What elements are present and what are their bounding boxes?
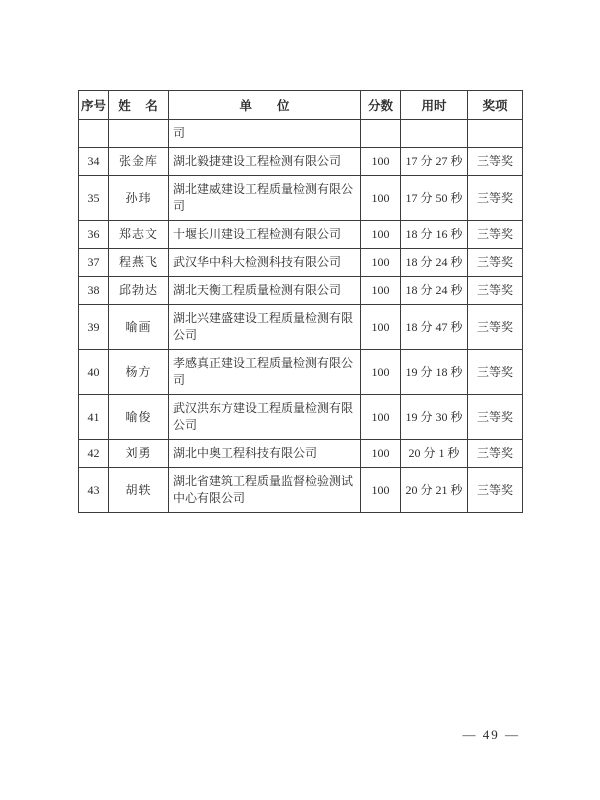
award-cell: 三等奖 — [468, 176, 523, 221]
serial-cell: 37 — [79, 249, 109, 277]
header-unit: 单 位 — [169, 91, 361, 120]
time-cell: 18 分 24 秒 — [401, 277, 468, 305]
serial-cell: 34 — [79, 148, 109, 176]
time-cell: 18 分 47 秒 — [401, 305, 468, 350]
table-body — [79, 120, 523, 513]
serial-cell — [79, 120, 109, 148]
table-row — [79, 440, 523, 468]
table-header — [79, 91, 523, 120]
name-cell: 喻俊 — [109, 395, 169, 440]
time-cell: 19 分 18 秒 — [401, 350, 468, 395]
serial-cell: 39 — [79, 305, 109, 350]
table-row — [79, 176, 523, 221]
unit-cell: 十堰长川建设工程检测有限公司 — [169, 221, 361, 249]
unit-cell: 湖北建威建设工程质量检测有限公司 — [169, 176, 361, 221]
score-cell: 100 — [361, 468, 401, 513]
page-number: — 49 — — [462, 727, 520, 742]
header-serial: 序号 — [79, 91, 109, 120]
header-name: 姓 名 — [109, 91, 169, 120]
serial-cell: 35 — [79, 176, 109, 221]
unit-cell: 湖北兴建盛建设工程质量检测有限公司 — [169, 305, 361, 350]
name-cell: 胡轶 — [109, 468, 169, 513]
table-row — [79, 350, 523, 395]
score-cell: 100 — [361, 221, 401, 249]
time-cell: 17 分 27 秒 — [401, 148, 468, 176]
score-cell: 100 — [361, 305, 401, 350]
serial-cell: 42 — [79, 440, 109, 468]
header-award: 奖项 — [468, 91, 523, 120]
time-cell: 20 分 1 秒 — [401, 440, 468, 468]
score-cell: 100 — [361, 277, 401, 305]
name-cell: 邱勃达 — [109, 277, 169, 305]
unit-cell: 湖北毅捷建设工程检测有限公司 — [169, 148, 361, 176]
header-time: 用时 — [401, 91, 468, 120]
header-score: 分数 — [361, 91, 401, 120]
table-row — [79, 221, 523, 249]
award-cell: 三等奖 — [468, 277, 523, 305]
unit-cell: 湖北中奥工程科技有限公司 — [169, 440, 361, 468]
award-cell: 三等奖 — [468, 468, 523, 513]
name-cell: 喻画 — [109, 305, 169, 350]
table-row — [79, 148, 523, 176]
table-row — [79, 277, 523, 305]
header-row — [79, 91, 523, 120]
name-cell — [109, 120, 169, 148]
name-cell: 郑志文 — [109, 221, 169, 249]
time-cell: 20 分 21 秒 — [401, 468, 468, 513]
unit-cell: 湖北省建筑工程质量监督检验测试中心有限公司 — [169, 468, 361, 513]
results-table — [78, 90, 523, 513]
serial-cell: 43 — [79, 468, 109, 513]
serial-cell: 41 — [79, 395, 109, 440]
table-row — [79, 395, 523, 440]
table-row — [79, 468, 523, 513]
unit-cell: 湖北天衡工程质量检测有限公司 — [169, 277, 361, 305]
time-cell: 18 分 16 秒 — [401, 221, 468, 249]
score-cell — [361, 120, 401, 148]
award-cell: 三等奖 — [468, 395, 523, 440]
name-cell: 杨方 — [109, 350, 169, 395]
table-row — [79, 120, 523, 148]
table-row — [79, 249, 523, 277]
time-cell: 18 分 24 秒 — [401, 249, 468, 277]
unit-cell: 武汉洪东方建设工程质量检测有限公司 — [169, 395, 361, 440]
name-cell: 孙玮 — [109, 176, 169, 221]
score-cell: 100 — [361, 350, 401, 395]
award-cell: 三等奖 — [468, 249, 523, 277]
score-cell: 100 — [361, 148, 401, 176]
award-cell: 三等奖 — [468, 221, 523, 249]
score-cell: 100 — [361, 395, 401, 440]
serial-cell: 38 — [79, 277, 109, 305]
unit-cell: 孝感真正建设工程质量检测有限公司 — [169, 350, 361, 395]
score-cell: 100 — [361, 249, 401, 277]
table-row — [79, 305, 523, 350]
serial-cell: 40 — [79, 350, 109, 395]
time-cell: 17 分 50 秒 — [401, 176, 468, 221]
time-cell — [401, 120, 468, 148]
award-cell: 三等奖 — [468, 350, 523, 395]
serial-cell: 36 — [79, 221, 109, 249]
award-cell: 三等奖 — [468, 148, 523, 176]
name-cell: 程燕飞 — [109, 249, 169, 277]
score-cell: 100 — [361, 440, 401, 468]
award-cell: 三等奖 — [468, 440, 523, 468]
name-cell: 张金库 — [109, 148, 169, 176]
score-cell: 100 — [361, 176, 401, 221]
unit-cell: 武汉华中科大检测科技有限公司 — [169, 249, 361, 277]
time-cell: 19 分 30 秒 — [401, 395, 468, 440]
award-cell — [468, 120, 523, 148]
unit-cell: 司 — [169, 120, 361, 148]
award-cell: 三等奖 — [468, 305, 523, 350]
name-cell: 刘勇 — [109, 440, 169, 468]
